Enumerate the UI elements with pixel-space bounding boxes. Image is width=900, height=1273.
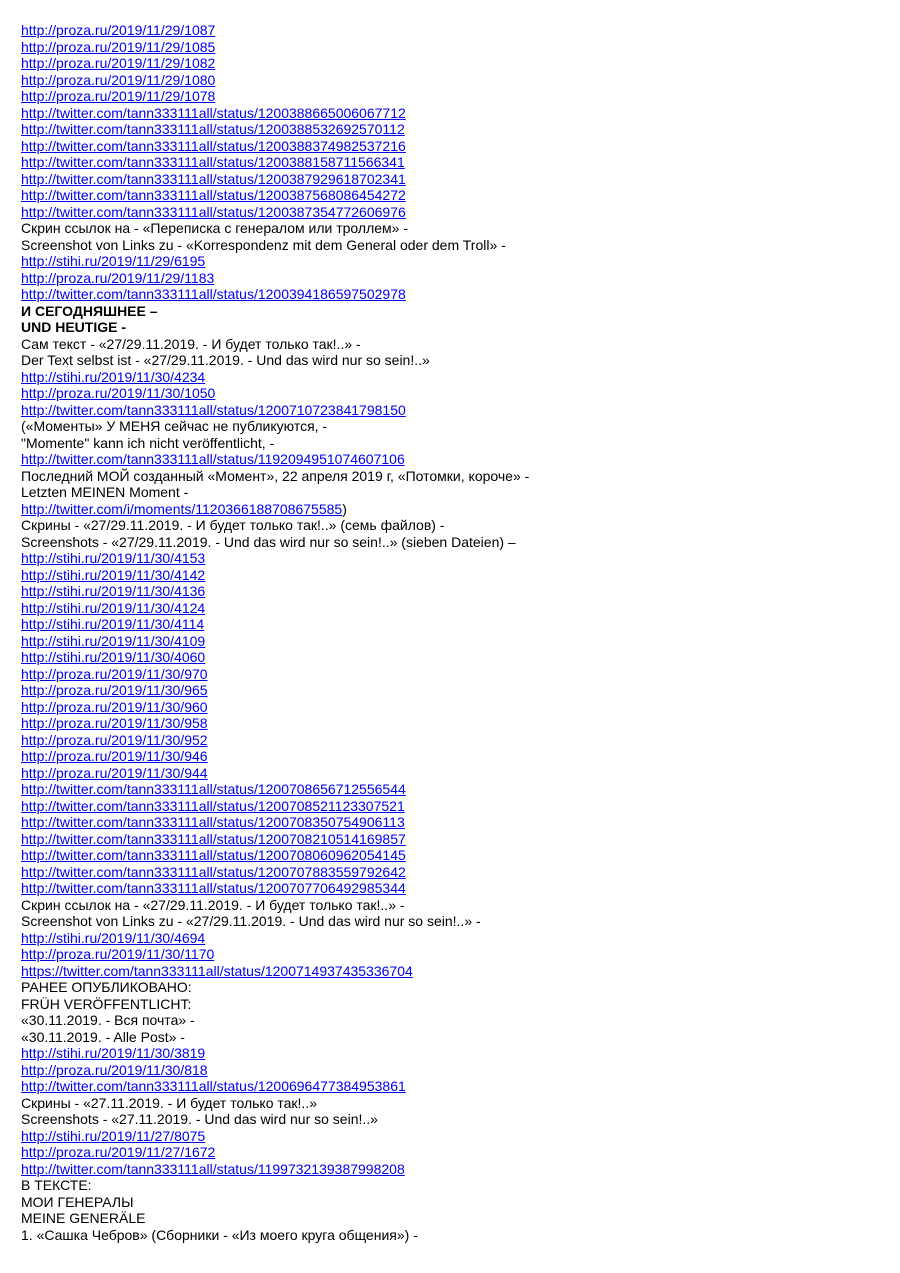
hyperlink[interactable]: http://stihi.ru/2019/11/30/3819 xyxy=(21,1045,206,1061)
hyperlink[interactable]: http://twitter.com/tann333111all/status/1200387929618702341 xyxy=(21,170,406,187)
link-line xyxy=(21,402,881,419)
link-line xyxy=(21,814,881,831)
link-line xyxy=(21,732,881,749)
link-line xyxy=(21,270,881,287)
hyperlink[interactable]: http://twitter.com/tann333111all/status/1200707883559792642 xyxy=(21,863,406,880)
document-body xyxy=(21,22,881,1243)
text-line: «30.11.2019. - Вся почта» - xyxy=(21,1012,195,1028)
hyperlink[interactable]: http://stihi.ru/2019/11/27/8075 xyxy=(21,1127,206,1144)
hyperlink[interactable]: http://twitter.com/tann333111all/status/1200388374982537216 xyxy=(21,137,406,154)
link-line xyxy=(21,1062,881,1079)
link-line xyxy=(21,105,881,122)
text-line: В ТЕКСТЕ: xyxy=(21,1177,92,1193)
link-line xyxy=(21,501,881,518)
hyperlink[interactable]: http://proza.ru/2019/11/30/944 xyxy=(21,764,208,781)
link-line xyxy=(21,699,881,716)
hyperlink[interactable]: http://stihi.ru/2019/11/29/6195 xyxy=(21,253,206,269)
text-line: FRÜH VERÖFFENTLICHT: xyxy=(21,995,192,1012)
text-line: («Моменты» У МЕНЯ сейчас не публикуются, - xyxy=(21,418,328,434)
text-line: Сам текст - «27/29.11.2019. - И будет только так!..» - xyxy=(21,335,361,352)
hyperlink[interactable]: http://twitter.com/i/moments/1120366188708675585 xyxy=(21,500,343,517)
hyperlink[interactable]: http://proza.ru/2019/11/30/818 xyxy=(21,1061,208,1078)
link-line xyxy=(21,22,881,39)
link-line xyxy=(21,286,881,303)
link-line xyxy=(21,121,881,138)
hyperlink[interactable]: http://stihi.ru/2019/11/30/4153 xyxy=(21,550,206,566)
link-line xyxy=(21,864,881,881)
link-line xyxy=(21,187,881,204)
link-line xyxy=(21,649,881,666)
hyperlink[interactable]: http://twitter.com/tann333111all/status/1200708210514169857 xyxy=(21,830,406,847)
hyperlink[interactable]: http://stihi.ru/2019/11/30/4234 xyxy=(21,368,206,385)
hyperlink[interactable]: http://proza.ru/2019/11/30/952 xyxy=(21,731,208,748)
hyperlink[interactable]: http://proza.ru/2019/11/29/1085 xyxy=(21,38,216,55)
hyperlink[interactable]: http://proza.ru/2019/11/29/1087 xyxy=(21,22,216,38)
hyperlink[interactable]: http://twitter.com/tann333111all/status/1200388158711566341 xyxy=(21,154,405,170)
text-line: Screenshot von Links zu - «27/29.11.2019. - Und das wird nur so sein!..» - xyxy=(21,913,481,929)
hyperlink[interactable]: http://proza.ru/2019/11/30/960 xyxy=(21,698,208,715)
text-line: Скрин ссылок на - «Переписка с генералом или троллем» - xyxy=(21,220,408,236)
heading-line: UND HEUTIGE - xyxy=(21,319,126,335)
link-line xyxy=(21,204,881,221)
link-line xyxy=(21,451,881,468)
hyperlink[interactable]: http://twitter.com/tann333111all/status/1200387568086454272 xyxy=(21,187,406,203)
hyperlink[interactable]: http://proza.ru/2019/11/30/958 xyxy=(21,715,208,731)
hyperlink[interactable]: http://proza.ru/2019/11/29/1183 xyxy=(21,269,215,286)
link-line xyxy=(21,633,881,650)
link-line xyxy=(21,1045,881,1062)
link-line xyxy=(21,831,881,848)
hyperlink[interactable]: http://stihi.ru/2019/11/30/4136 xyxy=(21,583,206,599)
hyperlink[interactable]: http://twitter.com/tann333111all/status/1192094951074607106 xyxy=(21,451,405,467)
link-line xyxy=(21,138,881,155)
link-line xyxy=(21,55,881,72)
hyperlink[interactable]: http://twitter.com/tann333111all/status/1200708060962054145 xyxy=(21,847,406,863)
hyperlink[interactable]: http://twitter.com/tann333111all/status/1200387354772606976 xyxy=(21,203,406,220)
link-line xyxy=(21,847,881,864)
text-line: Screenshots - «27.11.2019. - Und das wird nur so sein!..» xyxy=(21,1111,378,1127)
hyperlink[interactable]: http://proza.ru/2019/11/27/1672 xyxy=(21,1144,216,1160)
hyperlink[interactable]: http://twitter.com/tann333111all/status/1200708656712556544 xyxy=(21,781,406,797)
hyperlink[interactable]: http://proza.ru/2019/11/30/1170 xyxy=(21,946,215,962)
link-line xyxy=(21,963,881,980)
hyperlink[interactable]: http://twitter.com/tann333111all/status/1200707706492985344 xyxy=(21,880,406,896)
link-line xyxy=(21,253,881,270)
text-line: Скрины - «27.11.2019. - И будет только так!..» xyxy=(21,1094,317,1111)
text-line: Letzten MEINEN Moment - xyxy=(21,484,189,500)
text-line: Последний МОЙ созданный «Момент», 22 апреля 2019 г, «Потомки, короче» - xyxy=(21,467,530,484)
heading-line: И СЕГОДНЯШНЕЕ – xyxy=(21,302,158,319)
link-line xyxy=(21,567,881,584)
link-line xyxy=(21,666,881,683)
link-line xyxy=(21,930,881,947)
link-line xyxy=(21,1144,881,1161)
link-line xyxy=(21,616,881,633)
hyperlink[interactable]: http://stihi.ru/2019/11/30/4124 xyxy=(21,599,206,616)
hyperlink[interactable]: http://stihi.ru/2019/11/30/4114 xyxy=(21,616,205,632)
link-line xyxy=(21,39,881,56)
text-line: Скрины - «27/29.11.2019. - И будет только так!..» (семь файлов) - xyxy=(21,517,445,533)
hyperlink[interactable]: http://stihi.ru/2019/11/30/4109 xyxy=(21,632,206,649)
link-line xyxy=(21,715,881,732)
hyperlink[interactable]: http://twitter.com/tann333111all/status/1200388665006067712 xyxy=(21,104,406,121)
hyperlink[interactable]: http://proza.ru/2019/11/30/946 xyxy=(21,748,208,764)
hyperlink[interactable]: http://proza.ru/2019/11/30/965 xyxy=(21,682,208,698)
link-line xyxy=(21,171,881,188)
link-line xyxy=(21,550,881,567)
hyperlink[interactable]: https://twitter.com/tann333111all/status/1200714937435336704 xyxy=(21,962,413,979)
link-line xyxy=(21,72,881,89)
hyperlink[interactable]: http://stihi.ru/2019/11/30/4694 xyxy=(21,929,206,946)
link-line xyxy=(21,1128,881,1145)
text-line: РАНЕЕ ОПУБЛИКОВАНО: xyxy=(21,979,192,995)
hyperlink[interactable]: http://stihi.ru/2019/11/30/4142 xyxy=(21,566,206,583)
text-line: МОИ ГЕНЕРАЛЫ xyxy=(21,1193,134,1210)
text-line: Screenshots - «27/29.11.2019. - Und das wird nur so sein!..» (sieben Dateien) – xyxy=(21,533,516,550)
text-line: Скрин ссылок на - «27/29.11.2019. - И будет только так!..» - xyxy=(21,896,405,913)
text-line: "Momente" kann ich nicht veröffentlicht, - xyxy=(21,434,275,451)
link-line xyxy=(21,1078,881,1095)
link-line xyxy=(21,765,881,782)
link-line xyxy=(21,88,881,105)
hyperlink[interactable]: http://proza.ru/2019/11/29/1078 xyxy=(21,88,216,104)
hyperlink[interactable]: http://proza.ru/2019/11/30/970 xyxy=(21,665,208,682)
link-line xyxy=(21,154,881,171)
link-line xyxy=(21,369,881,386)
hyperlink[interactable]: http://twitter.com/tann333111all/status/1200708350754906113 xyxy=(21,814,405,830)
hyperlink[interactable]: http://proza.ru/2019/11/30/1050 xyxy=(21,385,216,401)
hyperlink[interactable]: http://twitter.com/tann333111all/status/1200696477384953861 xyxy=(21,1078,406,1094)
link-line xyxy=(21,583,881,600)
link-line xyxy=(21,1161,881,1178)
hyperlink[interactable]: http://twitter.com/tann333111all/status/1200708521123307521 xyxy=(21,797,405,814)
hyperlink[interactable]: http://twitter.com/tann333111all/status/1199732139387998208 xyxy=(21,1160,405,1177)
link-line xyxy=(21,781,881,798)
link-line xyxy=(21,682,881,699)
text-line: Screenshot von Links zu - «Korrespondenz mit dem General oder dem Troll» - xyxy=(21,236,506,253)
link-line xyxy=(21,880,881,897)
hyperlink[interactable]: http://twitter.com/tann333111all/status/1200710723841798150 xyxy=(21,401,406,418)
hyperlink[interactable]: http://proza.ru/2019/11/29/1080 xyxy=(21,71,216,88)
link-suffix: ) xyxy=(342,500,347,517)
hyperlink[interactable]: http://stihi.ru/2019/11/30/4060 xyxy=(21,649,206,665)
link-line xyxy=(21,600,881,617)
hyperlink[interactable]: http://proza.ru/2019/11/29/1082 xyxy=(21,55,216,71)
link-line xyxy=(21,748,881,765)
text-line: MEINE GENERÄLE xyxy=(21,1210,146,1226)
link-line xyxy=(21,798,881,815)
link-line xyxy=(21,385,881,402)
hyperlink[interactable]: http://twitter.com/tann333111all/status/1200388532692570112 xyxy=(21,121,405,137)
link-line xyxy=(21,946,881,963)
text-line: Der Text selbst ist - «27/29.11.2019. - Und das wird nur so sein!..» xyxy=(21,352,430,368)
hyperlink[interactable]: http://twitter.com/tann333111all/status/1200394186597502978 xyxy=(21,286,406,302)
text-line: «30.11.2019. - Alle Post» - xyxy=(21,1028,185,1045)
text-line: 1. «Сашка Чебров» (Сборники - «Из моего круга общения») - xyxy=(21,1226,418,1243)
